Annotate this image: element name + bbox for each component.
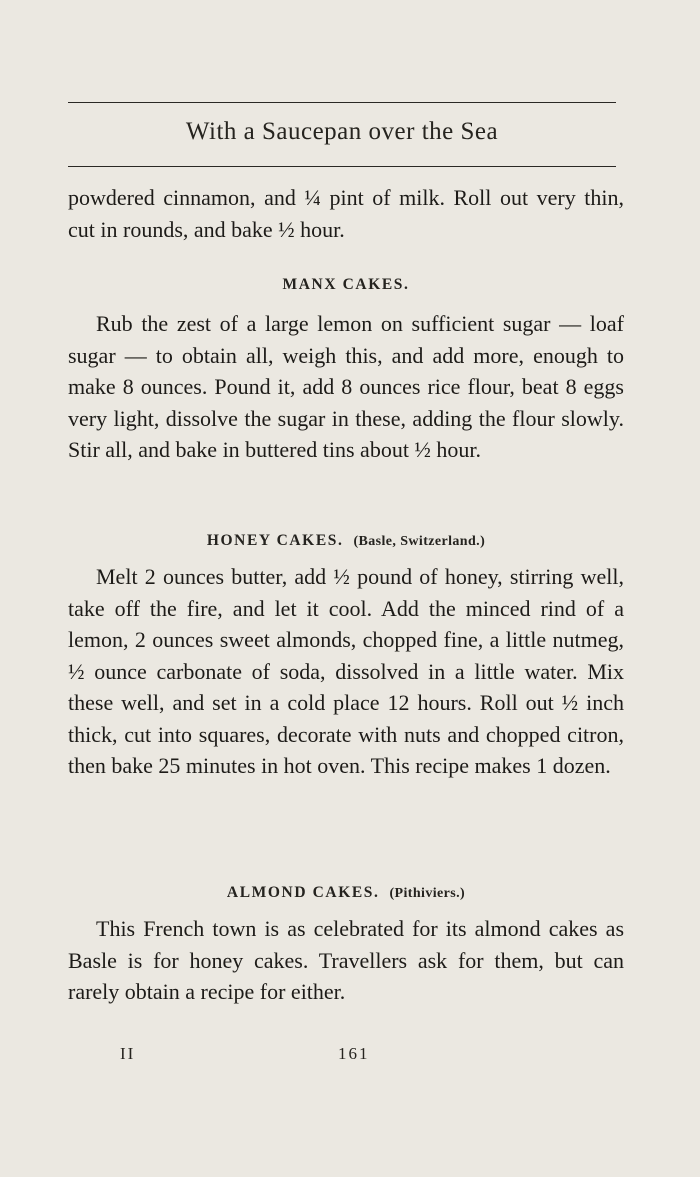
header-rule-bottom — [68, 166, 616, 167]
section-subtitle: (Pithiviers.) — [389, 886, 466, 901]
signature-mark: II — [120, 1044, 136, 1063]
section-paragraph: This French town is as celebrated for its almond cakes as Basle is for honey cakes. Travellers ask for them, but can rarely obtain a recipe for either. — [68, 916, 624, 1004]
section-body-honey — [68, 561, 624, 782]
intro-paragraph: powdered cinnamon, and ¼ pint of milk. Roll out very thin, cut in rounds, and bake ½ hour. — [68, 185, 624, 242]
page-number: 161 — [338, 1044, 370, 1063]
section-heading-almond — [68, 884, 624, 902]
section-heading-honey — [68, 532, 624, 550]
section-paragraph: Melt 2 ounces butter, add ½ pound of honey, stirring well, take off the fire, and let it cool. Add the minced rind of a lemon, 2 ounces sweet almonds, chopped fine, a little nutmeg, ½ ounce carbonate of soda, dissolved in a little water. Mix these well, and set in a cold place 12 hours. Roll out ½ inch thick, cut into squares, decorate with nuts and chopped citron, then bake 25 minutes in hot oven. This recipe makes 1 dozen. — [68, 564, 624, 778]
section-title: ALMOND CAKES. — [226, 884, 380, 901]
section-paragraph: Rub the zest of a large lemon on sufficient sugar — loaf sugar — to obtain all, weigh this, and add more, enough to make 8 ounces. Pound it, add 8 ounces rice flour, beat 8 eggs very light, dissolve the sugar in these, adding the flour slowly. Stir all, and bake in buttered tins about ½ hour. — [68, 311, 624, 462]
section-subtitle: (Basle, Switzerland.) — [353, 534, 486, 549]
section-title: MANX CAKES. — [282, 276, 410, 293]
section-body-almond — [68, 913, 624, 1008]
section-heading-manx — [68, 276, 624, 294]
intro-paragraph-block — [68, 182, 624, 245]
section-body-manx — [68, 308, 624, 466]
section-title: HONEY CAKES. — [206, 532, 344, 549]
running-head: With a Saucepan over the Sea — [185, 118, 499, 145]
header-rule-top — [68, 102, 616, 103]
